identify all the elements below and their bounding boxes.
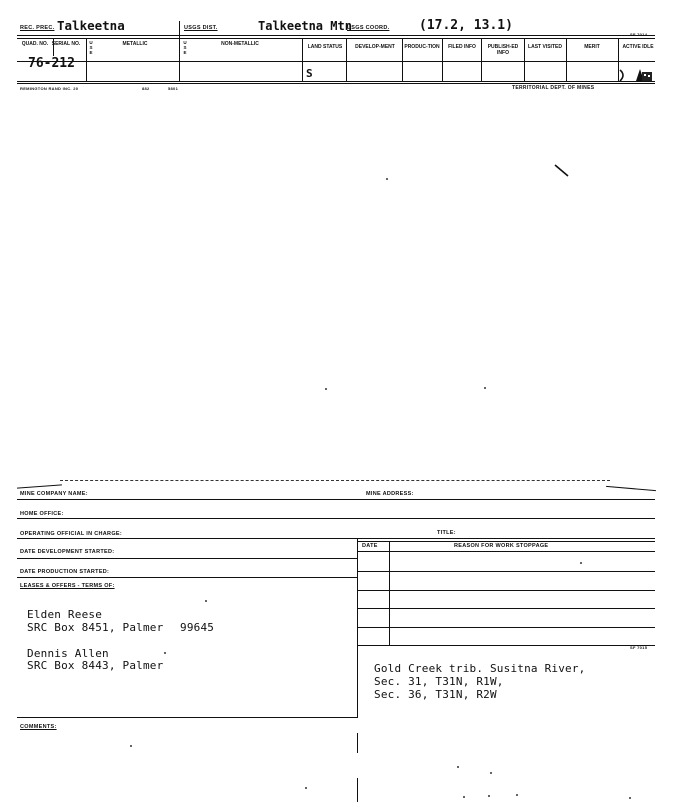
dev-started-label: DATE DEVELOPMENT STARTED: [20, 549, 115, 555]
land-status-value: S [306, 67, 313, 80]
date-column-label: DATE [362, 543, 378, 549]
lessee-1-zip: 99645 [180, 621, 215, 634]
speck [305, 787, 307, 789]
speck [516, 794, 518, 796]
usgs-dist-label: USGS DIST. [184, 25, 218, 31]
speck [580, 562, 582, 564]
quad-serial-value: 76-212 [28, 56, 75, 71]
lessee-1-address: SRC Box 8451, Palmer [27, 621, 164, 634]
speck [325, 388, 327, 390]
printer-mark: REMINGTON RAND INC. 20 [20, 86, 79, 91]
speck [130, 745, 132, 747]
speck [463, 796, 465, 798]
location-line-3: Sec. 36, T31N, R2W [374, 688, 497, 701]
filed-info-label: FILED INFO [448, 44, 476, 50]
printer-code-2: 5801 [168, 86, 179, 91]
location-line-1: Gold Creek trib. Susitna River, [374, 662, 586, 675]
lessee-1-name: Elden Reese [27, 608, 103, 621]
lessee-2-address: SRC Box 8443, Palmer [27, 659, 164, 672]
reason-column-label: REASON FOR WORK STOPPAGE [454, 543, 549, 549]
use-code-non-metallic: U S E [183, 40, 187, 55]
lessee-2-name: Dennis Allen [27, 647, 109, 660]
speck [164, 652, 166, 654]
home-office-label: HOME OFFICE: [20, 511, 64, 517]
non-metallic-label: NON-METALLIC [221, 41, 259, 47]
rec-prec-value: Talkeetna [57, 18, 125, 33]
form-code-top: SF 7014 [630, 32, 648, 37]
printer-code-1: 882 [142, 86, 150, 91]
usgs-coord-value: (17.2, 13.1) [419, 18, 513, 33]
use-code-metallic: U S E [89, 40, 93, 55]
last-visited-label: LAST VISITED [528, 44, 562, 50]
speck [488, 795, 490, 797]
serial-no-label: SERIAL NO. [51, 41, 81, 47]
prod-started-label: DATE PRODUCTION STARTED: [20, 569, 110, 575]
location-line-2: Sec. 31, T31N, R1W, [374, 675, 504, 688]
speck [205, 600, 207, 602]
speck [386, 178, 388, 180]
metallic-label: METALLIC [122, 41, 148, 47]
quad-no-label: QUAD. NO. [21, 41, 49, 47]
usgs-coord-label: USGS COORD. [347, 25, 390, 31]
usgs-dist-value: Talkeetna Mtn [258, 19, 352, 33]
operating-official-label: OPERATING OFFICIAL IN CHARGE: [20, 531, 122, 537]
agency-name: TERRITORIAL DEPT. OF MINES [512, 85, 595, 91]
development-label: DEVELOP-MENT [355, 44, 395, 50]
merit-label: MERIT [584, 44, 600, 50]
speck [484, 387, 486, 389]
published-info-label: PUBLISH-ED INFO [487, 44, 519, 56]
production-label: PRODUC-TION [404, 44, 440, 50]
speck [629, 797, 631, 799]
title-label: TITLE: [437, 530, 456, 536]
speck [457, 766, 459, 768]
speck [490, 772, 492, 774]
land-status-label: LAND STATUS [307, 44, 343, 50]
comments-label: COMMENTS: [20, 724, 57, 730]
mine-company-label: MINE COMPANY NAME: [20, 491, 88, 497]
rec-prec-label: REC. PREC. [20, 25, 55, 31]
form-code-bottom: SF 7015 [630, 645, 648, 650]
active-idle-label: ACTIVE IDLE [622, 44, 654, 50]
pen-stroke-mark [553, 163, 573, 181]
mine-address-label: MINE ADDRESS: [366, 491, 414, 497]
leases-label: LEASES & OFFERS - TERMS OF: [20, 583, 115, 589]
